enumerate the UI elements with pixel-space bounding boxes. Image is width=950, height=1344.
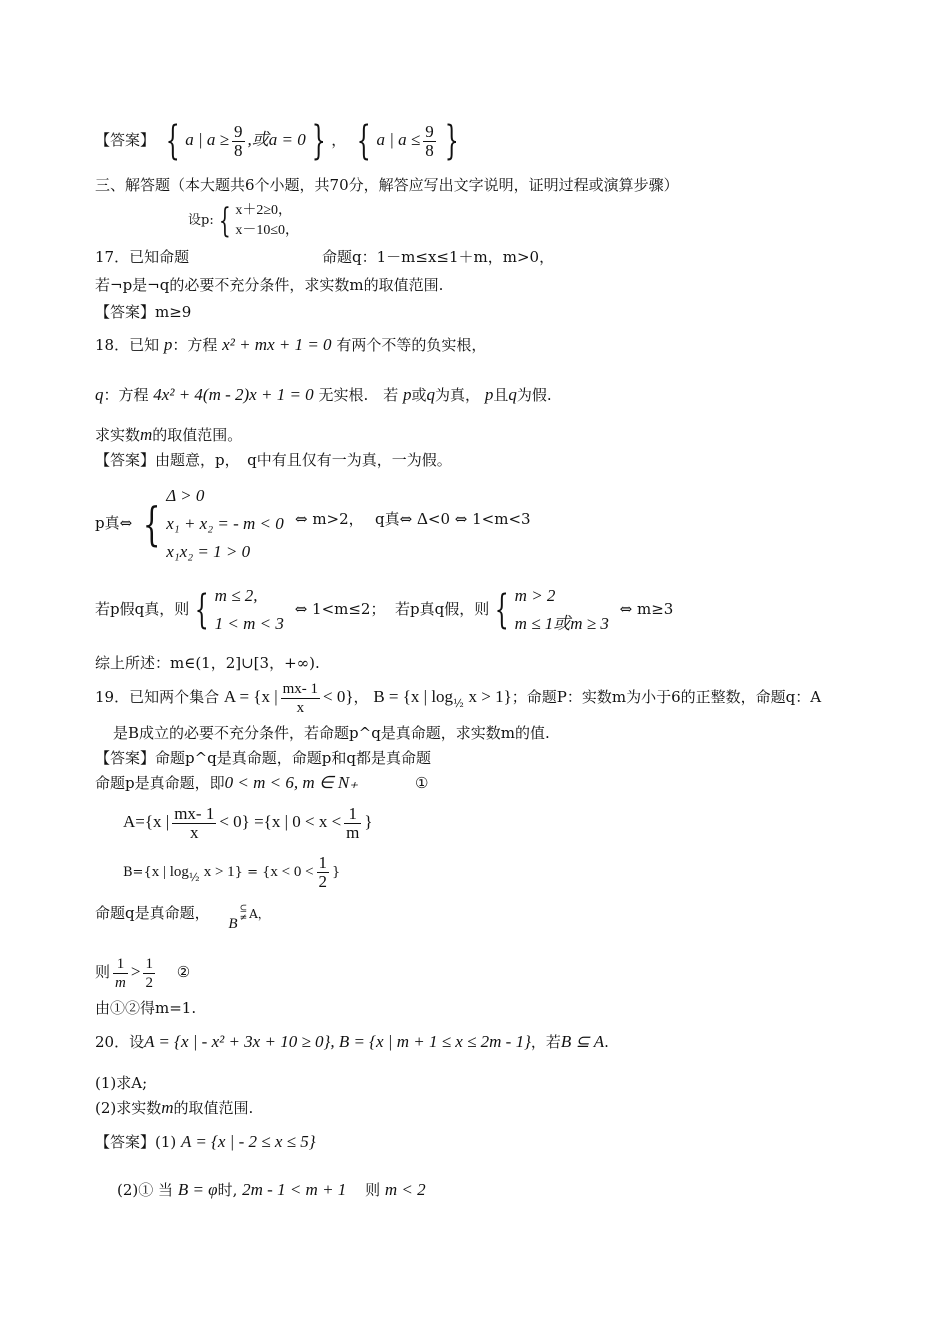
q18-answer: 【答案】由题意，p， q中有且仅有一为真，一为假。 — [95, 451, 452, 469]
q19-gt: > — [130, 962, 141, 981]
q19-circle-1: ① — [415, 774, 429, 792]
q19-text-2: ；命题P：实数m为小于6的正整数，命题q：A — [511, 688, 822, 706]
q19-B-eq-close: } — [332, 865, 341, 880]
q18-ask-b: 的取值范围。 — [152, 426, 243, 444]
fraction-9-8: $\frac{9}{8}$ — [234, 121, 243, 160]
q20-equation: A = {x | - x² + 3x + 10 ≥ 0}, B = {x | m + 1 ≤ x ≤ 2m - 1} — [144, 1032, 531, 1051]
q20-step-2d: 2m - 1 < m + 1 — [242, 1180, 347, 1199]
q19-A-fraction-2: $\frac{1}{m}$ — [346, 803, 360, 842]
q19-log-base: ½ — [453, 697, 464, 710]
q19-lead: 19．已知两个集合 — [95, 688, 220, 706]
q18-p-true-label: p真⇔ — [95, 514, 133, 532]
q18-summary: 综上所述：m∈(1，2]∪[3，+∞). — [95, 654, 320, 672]
answer-line-16 — [95, 115, 464, 165]
q18-or: 或 — [411, 386, 427, 404]
q18-cases-3: m > 2 m ≤ 1或m ≥ 3 — [514, 586, 609, 633]
left-brace: { — [165, 118, 180, 164]
fraction-9-8-b: $\frac{9}{8}$ — [425, 121, 434, 160]
q20-period: . — [604, 1033, 609, 1051]
q19-A-fraction: $\frac{mx- 1}{x}$ — [174, 803, 215, 842]
q19-frac-1-2: $\frac{1}{2}$ — [145, 955, 153, 991]
q18-and: 且 — [493, 386, 509, 404]
q20-part-2m: m — [161, 1098, 174, 1117]
q18-colon2: ：方程 — [103, 386, 149, 404]
q20-part-2 — [95, 1098, 253, 1118]
q19-step-2 — [95, 903, 270, 933]
q20-answer-label: 【答案】(1) — [95, 1133, 177, 1151]
q18-case-2-result: ⇔ m≥3 — [619, 600, 674, 618]
q18-p-true-result: ⇔ m>2， — [295, 510, 364, 528]
left-brace-2: { — [356, 118, 371, 164]
q18-text-4: 为真， — [435, 386, 481, 404]
q18-brace-1: { — [142, 497, 161, 551]
q17-line-1b: 命题q：1－m≤x≤1＋m，m>0， — [322, 248, 555, 266]
q19-B-eq-start: B={ — [123, 865, 152, 880]
q20-part-2a: (2)求实数 — [95, 1099, 162, 1117]
q19-A-eq — [123, 800, 373, 844]
q18-case-1-label: 若p假q真，则 — [95, 600, 190, 618]
q17-line-2: 若¬p是¬q的必要不充分条件，求实数m的取值范围. — [95, 276, 444, 294]
q18-equation-1: x² + mx + 1 = 0 — [222, 335, 332, 354]
q18-case-1-result: ⇔ 1<m≤2； — [294, 600, 386, 618]
q18-text-3: 无实根. 若 — [318, 386, 399, 404]
q17-line-1a: 17．已知命题 — [95, 248, 190, 266]
q18-q: q — [95, 385, 104, 404]
q19-result: 由①②得m=1. — [95, 999, 197, 1017]
q18-p: p — [163, 335, 173, 354]
q18-text-5: 为假. — [516, 386, 552, 404]
q19-A-eq-close: } — [364, 812, 373, 831]
q18-q-true-result: <0 ⇔ 1<m<3 — [427, 510, 531, 528]
q17-cases: x＋2≥0， x－10≤0， — [235, 203, 300, 238]
q18-cases-2: m ≤ 2, 1 < m < 3 — [214, 586, 284, 633]
q20-part-2b: 的取值范围. — [173, 1099, 254, 1117]
q18-q-2: q — [426, 385, 436, 404]
q18-p-2: p — [403, 385, 412, 404]
q20-text-2: ，若 — [530, 1033, 561, 1051]
q20-step-2c: 时, — [217, 1181, 238, 1199]
q17-p-label: 设p: — [188, 213, 214, 228]
q19-step-2-A: A， — [249, 907, 270, 921]
q19-B-eq — [123, 852, 340, 892]
q18-line-1 — [95, 328, 486, 362]
q19-A-eq-start: A={x | — [123, 812, 170, 831]
q17-answer: 【答案】m≥9 — [95, 303, 192, 321]
q20-step-2f: m < 2 — [384, 1180, 426, 1199]
q19-step-1-math: 0 < m < 6, m ∈ N₊ — [224, 773, 359, 792]
q19-step-3 — [95, 952, 190, 992]
q18-case-2-label: 若p真q假，则 — [395, 600, 490, 618]
q20-part-1: (1)求A; — [95, 1074, 148, 1092]
q19-set-B-start: B = {x | log — [373, 687, 454, 706]
q18-cases-1: Δ > 0 x₁ + x₂ = - m < 0 x₁x₂ = 1 > 0 — [166, 486, 284, 561]
q19-frac-1-m: $\frac{1}{m}$ — [115, 955, 126, 991]
q19-B-eq-mid: } = { — [234, 865, 271, 880]
q19-B-fraction: $\frac{1}{2}$ — [318, 853, 328, 891]
q18-ask-a: 求实数 — [95, 426, 141, 444]
q19-step-2-B: B — [228, 916, 238, 932]
q19-line-1 — [95, 675, 821, 719]
q19-step-1 — [95, 773, 358, 793]
q18-q-true — [375, 509, 531, 529]
q18-case-1 — [95, 578, 385, 640]
q18-equation-2: 4x² + 4(m - 2)x + 1 = 0 — [153, 385, 314, 404]
q19-B-cond: x > 1 — [203, 864, 235, 880]
q18-q-3: q — [508, 385, 517, 404]
set-cond-2: ,或a = 0 — [247, 130, 306, 149]
q17-embedded-formula — [188, 201, 299, 241]
q18-text-2: 有两个不等的负实根， — [336, 336, 487, 354]
q19-step-1-text: 命题p是真命题，即 — [95, 774, 225, 792]
q19-fraction: $\frac{mx- 1}{x}$ — [282, 680, 319, 716]
set-cond-3: a | a ≤ — [376, 130, 421, 149]
q18-p-true — [95, 478, 284, 568]
q19-set-B-end: x > 1} — [468, 687, 512, 706]
q19-then: 则 — [95, 963, 111, 981]
q19-B-log-base: ½ — [188, 871, 200, 884]
q19-subset-neq: ⊆ ≠ — [239, 904, 248, 923]
q18-colon1: ：方程 — [172, 336, 218, 354]
answer-tag: 【答案】 — [95, 131, 156, 149]
q18-brace-2: { — [194, 587, 209, 633]
set-cond-1: a | a ≥ — [185, 130, 230, 149]
q19-line-2: 是B成立的必要不充分条件，若命题p^q是真命题，求实数m的值. — [113, 724, 550, 742]
q20-step-2e: 则 — [365, 1181, 381, 1199]
q18-ask-m: m — [140, 425, 153, 444]
q20-step-2 — [117, 1173, 426, 1207]
right-brace-2: } — [444, 118, 459, 164]
q20-answer — [95, 1125, 316, 1159]
q19-set-A-start: A = {x | — [223, 687, 278, 706]
q19-A-eq-mid: < 0} ={x | 0 < x < — [219, 812, 342, 831]
q18-line-2 — [95, 378, 552, 412]
q20-line-1 — [95, 1025, 609, 1059]
q19-set-A-end: < 0} — [323, 687, 354, 706]
q18-brace-3: { — [494, 587, 509, 633]
q18-q-true-label: q真⇔ — [375, 510, 413, 528]
q19-circle-2: ② — [176, 963, 191, 981]
q19-B-log: x | log — [151, 864, 189, 880]
q19-B-cond-2: x < 0 < — [270, 864, 314, 880]
q20-condition: B ⊆ A — [560, 1032, 605, 1051]
q19-step-2-text: 命题q是真命题， — [95, 904, 210, 922]
q18-lead: 18．已知 — [95, 336, 160, 354]
right-brace: } — [311, 118, 326, 164]
comma: ， — [331, 131, 347, 149]
section-heading: 三、解答题（本大题共6个小题，共70分，解答应写出文字说明，证明过程或演算步骤） — [95, 176, 679, 194]
q19-comma: ， — [353, 688, 369, 706]
q18-p-3: p — [484, 385, 494, 404]
q17-brace: { — [218, 201, 231, 241]
q18-delta: Δ — [416, 509, 428, 528]
q19-answer: 【答案】命题p^q是真命题，命题p和q都是真命题 — [95, 749, 431, 767]
q20-lead: 20．设 — [95, 1033, 145, 1051]
q20-step-2b: B = φ — [177, 1180, 218, 1199]
q20-answer-A: A = {x | - 2 ≤ x ≤ 5} — [181, 1132, 316, 1151]
q18-line-3 — [95, 425, 242, 445]
q18-case-2 — [395, 578, 673, 640]
q20-step-2a: (2)① 当 — [117, 1181, 174, 1199]
